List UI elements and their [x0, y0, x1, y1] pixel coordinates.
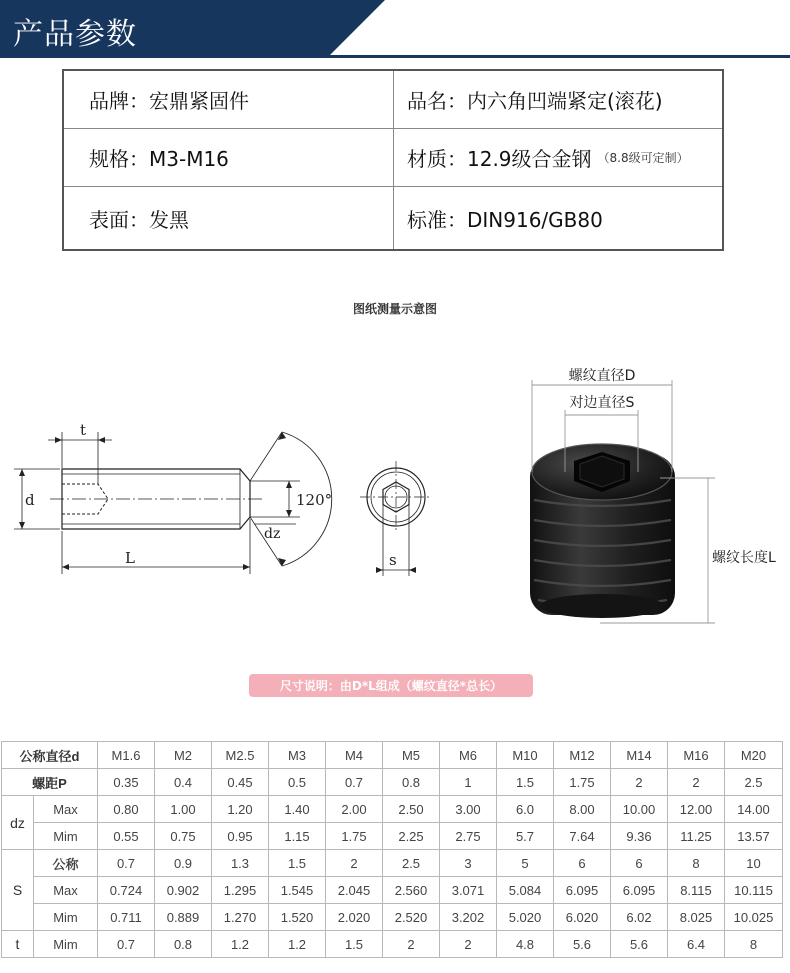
spec-row [64, 187, 722, 249]
s-nominal-cell: 10 [725, 850, 783, 877]
size-cell: M2.5 [212, 742, 269, 769]
technical-drawing [0, 360, 790, 660]
pitch-cell: 2 [611, 769, 668, 796]
s-min-cell: 2.020 [326, 904, 383, 931]
header-t: t [2, 931, 34, 958]
header-s-nominal: 公称 [34, 850, 98, 877]
s-nominal-cell: 0.9 [155, 850, 212, 877]
s-nominal-cell: 5 [497, 850, 554, 877]
side-view [14, 432, 332, 574]
label-across-flats: 对边直径S [569, 395, 635, 411]
header-s-max: Max [34, 877, 98, 904]
dz-min-cell: 13.57 [725, 823, 783, 850]
t-min-cell: 2 [440, 931, 497, 958]
table-row-size [2, 742, 783, 769]
dz-min-cell: 1.75 [326, 823, 383, 850]
label-t: t [80, 421, 87, 439]
size-cell: M16 [668, 742, 725, 769]
dz-min-cell: 2.75 [440, 823, 497, 850]
dz-max-cell: 8.00 [554, 796, 611, 823]
dimension-table [1, 741, 783, 958]
s-max-cell: 0.902 [155, 877, 212, 904]
size-cell: M10 [497, 742, 554, 769]
size-cell: M12 [554, 742, 611, 769]
t-min-cell: 1.2 [269, 931, 326, 958]
table-row-s-nominal [2, 850, 783, 877]
s-min-cell: 8.025 [668, 904, 725, 931]
spec-surface: 表面：发黑 [64, 187, 394, 249]
s-max-cell: 8.115 [668, 877, 725, 904]
dz-max-cell: 1.00 [155, 796, 212, 823]
t-min-cell: 0.8 [155, 931, 212, 958]
pitch-cell: 1 [440, 769, 497, 796]
dz-max-cell: 2.50 [383, 796, 440, 823]
s-max-cell: 6.095 [611, 877, 668, 904]
label-angle: 120° [296, 491, 333, 509]
dimension-note: 尺寸说明：由D*L组成（螺纹直径*总长） [249, 674, 533, 697]
s-max-cell: 10.115 [725, 877, 783, 904]
dz-max-cell: 3.00 [440, 796, 497, 823]
s-nominal-cell: 6 [611, 850, 668, 877]
t-min-cell: 5.6 [611, 931, 668, 958]
header-nominal-dia: 公称直径d [2, 742, 98, 769]
pitch-cell: 1.5 [497, 769, 554, 796]
dz-max-cell: 1.40 [269, 796, 326, 823]
spec-brand: 品牌：宏鼎紧固件 [64, 71, 394, 128]
size-cell: M14 [611, 742, 668, 769]
spec-table [62, 69, 724, 251]
s-max-cell: 5.084 [497, 877, 554, 904]
s-min-cell: 3.202 [440, 904, 497, 931]
s-min-cell: 0.889 [155, 904, 212, 931]
table-row-dz-max [2, 796, 783, 823]
t-min-cell: 0.7 [98, 931, 155, 958]
spec-material [394, 129, 722, 186]
s-max-cell: 3.071 [440, 877, 497, 904]
s-max-cell: 0.724 [98, 877, 155, 904]
dz-min-cell: 0.75 [155, 823, 212, 850]
s-min-cell: 6.02 [611, 904, 668, 931]
label-d: d [25, 491, 35, 509]
s-nominal-cell: 2 [326, 850, 383, 877]
dz-min-cell: 0.55 [98, 823, 155, 850]
dz-min-cell: 11.25 [668, 823, 725, 850]
dz-min-cell: 0.95 [212, 823, 269, 850]
s-max-cell: 2.045 [326, 877, 383, 904]
header-dz-min: Mim [34, 823, 98, 850]
s-nominal-cell: 1.5 [269, 850, 326, 877]
t-min-cell: 2 [383, 931, 440, 958]
dz-max-cell: 14.00 [725, 796, 783, 823]
table-row-pitch [2, 769, 783, 796]
table-row-dz-min [2, 823, 783, 850]
spec-product-name-text: 品名：内六角凹端紧定(滚花) [407, 89, 663, 113]
pitch-cell: 0.5 [269, 769, 326, 796]
header-s: S [2, 850, 34, 931]
s-nominal-cell: 1.3 [212, 850, 269, 877]
t-min-cell: 1.2 [212, 931, 269, 958]
s-min-cell: 10.025 [725, 904, 783, 931]
s-min-cell: 2.520 [383, 904, 440, 931]
spec-standard [394, 187, 722, 249]
size-cell: M4 [326, 742, 383, 769]
label-dz: dz [264, 526, 281, 542]
s-min-cell: 0.711 [98, 904, 155, 931]
dz-min-cell: 9.36 [611, 823, 668, 850]
t-min-cell: 6.4 [668, 931, 725, 958]
dz-max-cell: 12.00 [668, 796, 725, 823]
s-min-cell: 1.520 [269, 904, 326, 931]
spec-row [64, 71, 722, 129]
drawing-title: 图纸测量示意图 [352, 302, 437, 316]
header-banner [0, 0, 790, 58]
dz-min-cell: 2.25 [383, 823, 440, 850]
size-cell: M5 [383, 742, 440, 769]
header-pitch: 螺距P [2, 769, 98, 796]
size-cell: M2 [155, 742, 212, 769]
spec-product-name [394, 71, 722, 128]
dz-max-cell: 2.00 [326, 796, 383, 823]
label-s: s [389, 551, 397, 569]
s-max-cell: 1.295 [212, 877, 269, 904]
t-min-cell: 1.5 [326, 931, 383, 958]
size-cell: M6 [440, 742, 497, 769]
s-min-cell: 1.270 [212, 904, 269, 931]
header-t-min: Mim [34, 931, 98, 958]
spec-size: 规格：M3-M16 [64, 129, 394, 186]
dz-min-cell: 5.7 [497, 823, 554, 850]
header-s-min: Mim [34, 904, 98, 931]
pitch-cell: 2 [668, 769, 725, 796]
size-cell: M1.6 [98, 742, 155, 769]
header-dz: dz [2, 796, 34, 850]
spec-row [64, 129, 722, 187]
dz-min-cell: 7.64 [554, 823, 611, 850]
page-title: 产品参数 [13, 17, 137, 52]
product-photo [530, 444, 675, 618]
t-min-cell: 5.6 [554, 931, 611, 958]
s-min-cell: 6.020 [554, 904, 611, 931]
pitch-cell: 0.4 [155, 769, 212, 796]
dz-max-cell: 0.80 [98, 796, 155, 823]
t-min-cell: 4.8 [497, 931, 554, 958]
table-row-s-min [2, 904, 783, 931]
dz-max-cell: 10.00 [611, 796, 668, 823]
spec-material-text: 材质：12.9级合金钢 [407, 147, 592, 171]
pitch-cell: 0.7 [326, 769, 383, 796]
pitch-cell: 2.5 [725, 769, 783, 796]
s-nominal-cell: 0.7 [98, 850, 155, 877]
s-max-cell: 6.095 [554, 877, 611, 904]
s-nominal-cell: 2.5 [383, 850, 440, 877]
dz-min-cell: 1.15 [269, 823, 326, 850]
s-nominal-cell: 6 [554, 850, 611, 877]
label-thread-dia: 螺纹直径D [568, 368, 636, 384]
pitch-cell: 0.45 [212, 769, 269, 796]
header-dz-max: Max [34, 796, 98, 823]
size-cell: M3 [269, 742, 326, 769]
pitch-cell: 0.8 [383, 769, 440, 796]
spec-standard-text: 标准：DIN916/GB80 [407, 207, 603, 232]
label-thread-length: 螺纹长度L [712, 550, 776, 566]
dz-max-cell: 6.0 [497, 796, 554, 823]
table-row-t-min [2, 931, 783, 958]
s-min-cell: 5.020 [497, 904, 554, 931]
pitch-cell: 0.35 [98, 769, 155, 796]
spec-material-note: （8.8级可定制） [597, 151, 689, 165]
dz-max-cell: 1.20 [212, 796, 269, 823]
s-nominal-cell: 3 [440, 850, 497, 877]
size-cell: M20 [725, 742, 783, 769]
s-max-cell: 2.560 [383, 877, 440, 904]
s-nominal-cell: 8 [668, 850, 725, 877]
t-min-cell: 8 [725, 931, 783, 958]
s-max-cell: 1.545 [269, 877, 326, 904]
pitch-cell: 1.75 [554, 769, 611, 796]
table-row-s-max [2, 877, 783, 904]
label-L: L [125, 549, 135, 567]
